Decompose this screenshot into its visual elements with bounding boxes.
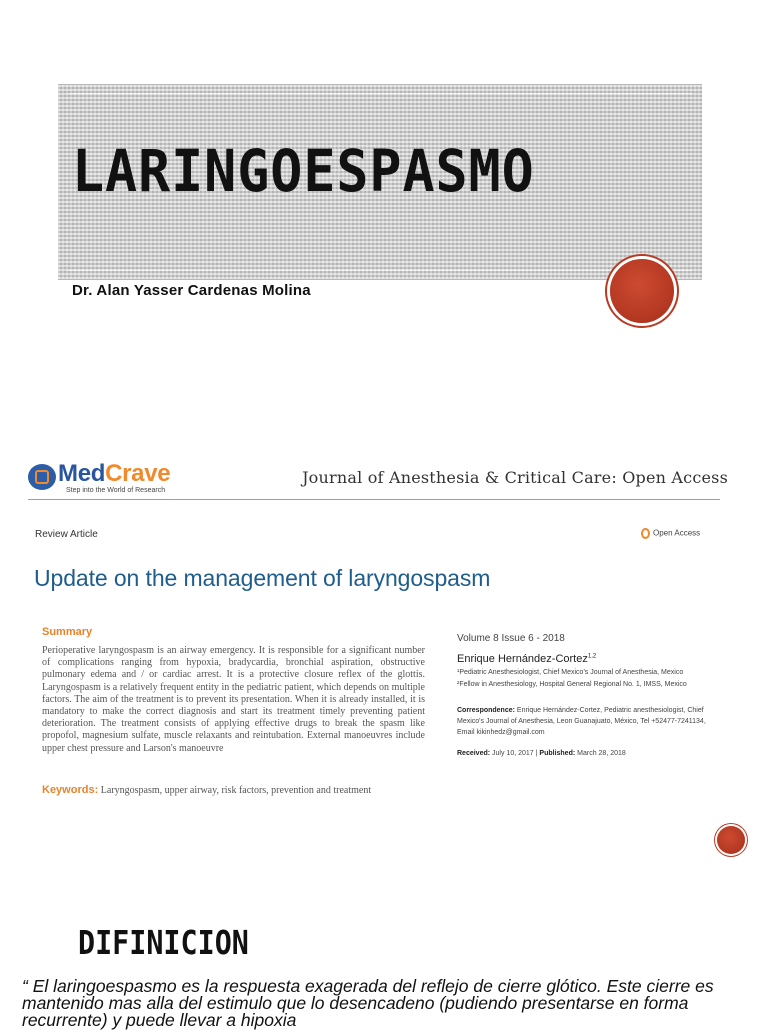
keywords-label: Keywords: bbox=[42, 784, 99, 796]
logo-crave: Crave bbox=[105, 460, 171, 487]
open-access-label: Open Access bbox=[653, 528, 701, 538]
article-type: Review Article bbox=[35, 529, 98, 540]
received-date: July 10, 2017 bbox=[492, 750, 534, 757]
article-dates: Received: July 10, 2017 | Published: March 28, 2018 bbox=[457, 750, 626, 757]
summary-text: Perioperative laryngospasm is an airway emergency. It is responsible for a significant number of complications ranging from hypoxia, bradycardia, bronchial aspiration, obstructive pulmonary edema and / or cardiac arrest. It is a protective closure reflex of the glottis. Laryngospasm is a relatively frequent entity in the pediatric patient, which depends on multiple factors. The aim of the treatment is to prevent its presentation. When it is already installed, it is mandatory to make the correct diagnosis and start its treatment timely preventing patient deterioration. The treatment consists of applying effective drugs to break the spasm like propofol, magnesium sulfate, muscle relaxants and reintubation. External manoeuvres include upper chest pressure and Larson's manoeuvre bbox=[42, 645, 425, 754]
affiliation-1: ¹Pediatric Anesthesiologist, Chief Mexico's Journal of Anesthesia, Mexico bbox=[457, 669, 684, 676]
received-label: Received: bbox=[457, 750, 491, 757]
slide-title: LARINGOESPASMO bbox=[72, 137, 535, 205]
author-name: Dr. Alan Yasser Cardenas Molina bbox=[72, 282, 311, 299]
open-access-lock-icon bbox=[641, 528, 650, 539]
correspondence-text: Enrique Hernández-Cortez, Pediatric anesthesiologist, Chief Mexico's Journal of Anesthesia, Leon Guanajuato, México, Tel +52477-7241134, bbox=[457, 707, 706, 725]
correspondence bbox=[457, 705, 727, 738]
published-date: March 28, 2018 bbox=[577, 750, 626, 757]
volume-issue: Volume 8 Issue 6 - 2018 bbox=[457, 633, 565, 644]
correspondence-label: Correspondence: bbox=[457, 707, 515, 714]
logo-tagline: Step into the World of Research bbox=[66, 487, 166, 494]
article-side-info bbox=[457, 633, 727, 757]
journal-header bbox=[28, 458, 728, 498]
correspondence-email: Email kikinhedz@gmail.com bbox=[457, 729, 545, 736]
decorative-circle-icon bbox=[610, 259, 674, 323]
keywords-line bbox=[42, 784, 371, 796]
article-title: Update on the management of laryngospasm bbox=[34, 565, 491, 591]
logo-med: Med bbox=[58, 460, 106, 487]
definition-heading: DIFINICION bbox=[78, 923, 249, 962]
article-author-name: Enrique Hernández-Cortez bbox=[457, 653, 588, 665]
medcrave-logo-icon bbox=[28, 464, 56, 490]
author-affil-sup: 1,2 bbox=[587, 653, 597, 660]
published-label: Published: bbox=[539, 750, 576, 757]
summary-label: Summary bbox=[42, 626, 93, 638]
decorative-circle-small-icon bbox=[717, 826, 745, 854]
header-divider bbox=[28, 499, 720, 500]
open-access-badge bbox=[641, 528, 700, 539]
definition-text: “ El laringoespasmo es la respuesta exagerada del reflejo de cierre glótico. Este cierre es mantenido mas alla del estimulo que lo desencadeno (pudiendo presentarse en forma recurrente) y puede llevar a hipoxia bbox=[22, 976, 714, 1030]
journal-name: Journal of Anesthesia & Critical Care: Open Access bbox=[302, 468, 728, 487]
medcrave-logo-text bbox=[58, 460, 170, 488]
affiliation-2: ²Fellow in Anesthesiology, Hospital General Regional No. 1, IMSS, Mexico bbox=[457, 680, 687, 688]
article-author bbox=[457, 653, 727, 665]
keywords-text: Laryngospasm, upper airway, risk factors, prevention and treatment bbox=[100, 785, 372, 796]
